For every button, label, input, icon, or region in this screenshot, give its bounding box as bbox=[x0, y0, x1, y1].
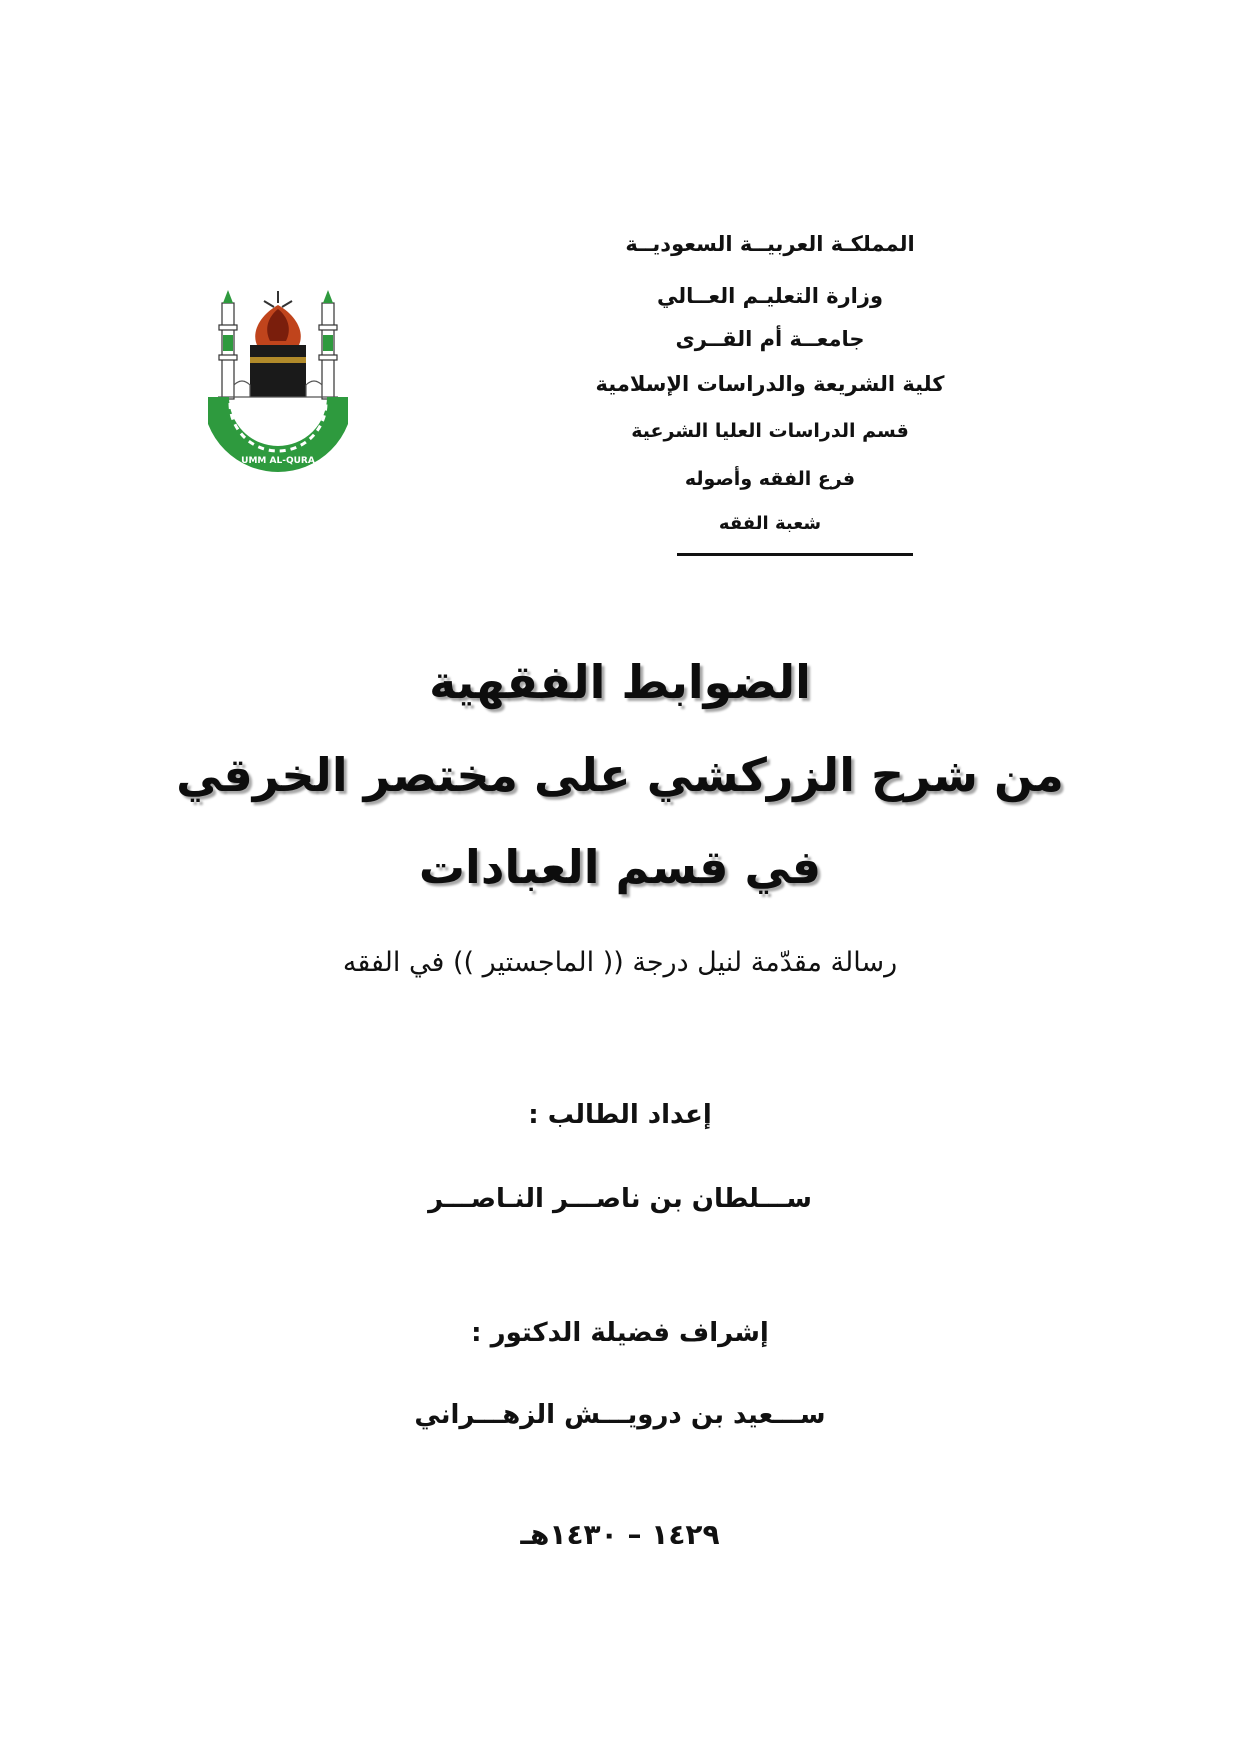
header-line-department: قسم الدراسات العليا الشرعية bbox=[631, 420, 909, 442]
supervisor-name: ســـعيد بن درويـــش الزهـــراني bbox=[414, 1400, 826, 1430]
thesis-title-line-2: من شرح الزركشي على مختصر الخرقي bbox=[176, 748, 1064, 802]
thesis-title-line-3: في قسم العبادات bbox=[418, 840, 822, 894]
header-line-college: كلية الشريعة والدراسات الإسلامية bbox=[595, 372, 945, 396]
thesis-title-line-1: الضوابط الفقهية bbox=[429, 655, 811, 709]
header-line-branch: فرع الفقه وأصوله bbox=[684, 468, 856, 490]
header-line-university: جامعــة أم القــرى bbox=[675, 327, 865, 351]
supervisor-label: إشراف فضيلة الدكتور : bbox=[471, 1318, 769, 1348]
header-divider bbox=[677, 553, 913, 556]
header-line-country: المملكـة العربيــة السعوديــة bbox=[625, 232, 915, 256]
author-label: إعداد الطالب : bbox=[528, 1100, 712, 1130]
header-line-ministry: وزارة التعليـم العــالي bbox=[656, 284, 884, 308]
umm-al-qura-university-seal-icon bbox=[208, 285, 348, 475]
hijri-year-range: ١٤٢٩ – ١٤٣٠هـ bbox=[520, 1518, 720, 1551]
author-name: ســـلطان بن ناصـــر النـاصـــر bbox=[428, 1184, 812, 1214]
degree-statement: رسالة مقدّمة لنيل درجة (( الماجستير )) في الفقه bbox=[342, 947, 898, 978]
svg-text:UMM AL-QURA: UMM AL-QURA bbox=[241, 456, 315, 466]
header-line-section: شعبة الفقه bbox=[718, 513, 822, 534]
